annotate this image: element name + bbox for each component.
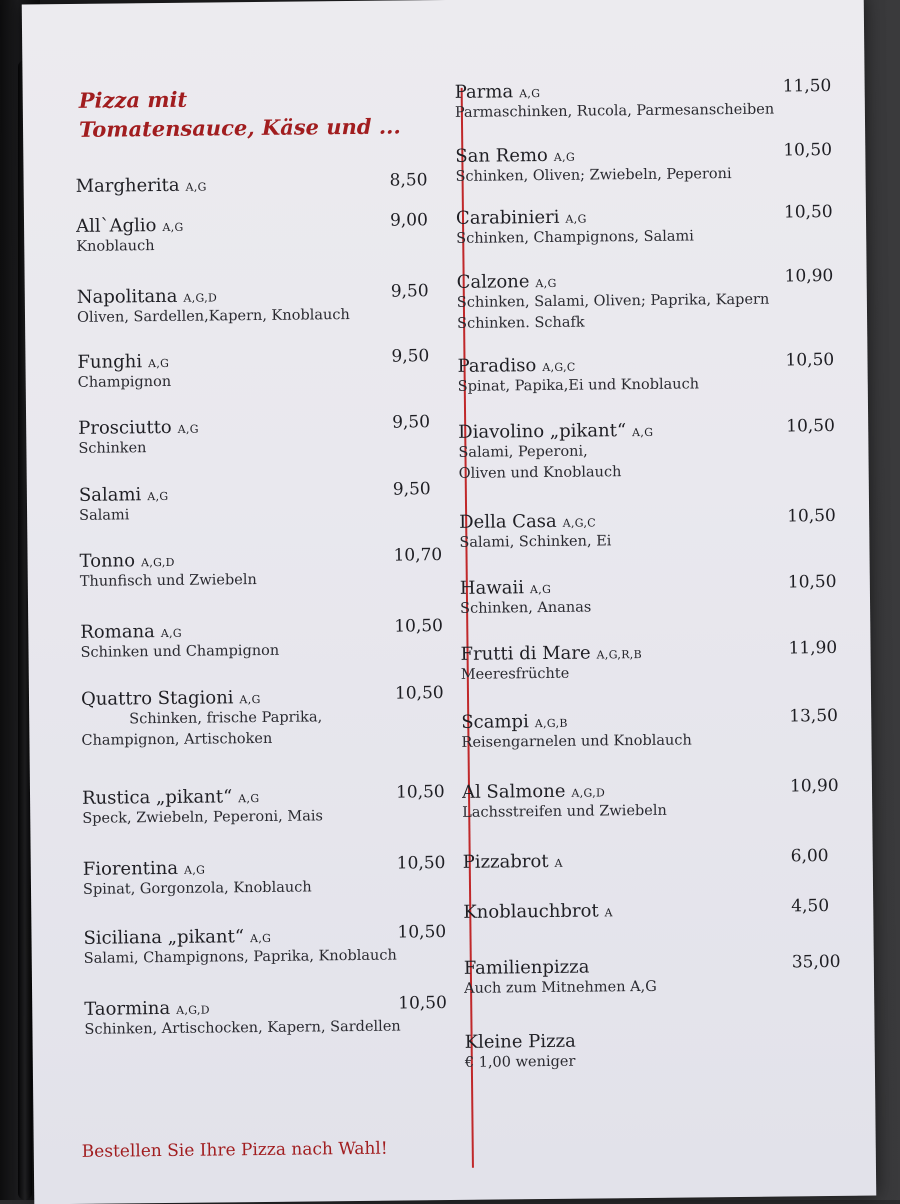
menu-item-title-row [460,642,642,665]
menu-item-name: Kleine Pizza [464,1030,576,1053]
menu-item-price: 10,50 [783,201,833,223]
menu-item-price: 9,50 [391,346,430,367]
menu-item-title-row [78,417,199,439]
menu-item-price: 9,50 [392,479,431,500]
menu-item-price: 4,50 [791,896,830,917]
menu-item-allergens: A,G [147,356,170,371]
menu-item [84,996,401,1041]
menu-item [81,686,323,752]
menu-item-allergens: A [554,856,563,870]
menu-item-description: € 1,00 weniger [464,1053,576,1071]
indent-spacer [81,723,129,724]
menu-item-description: Thunfisch und Zwiebeln [79,572,257,590]
menu-item-price: 10,50 [787,571,837,593]
menu-item-name: Napolitana [76,285,178,308]
menu-item-allergens: A,G [183,863,206,877]
menu-item-price: 10,90 [784,265,834,287]
menu-item-allergens: A,G [239,692,261,707]
menu-item-name: Al Salmone [461,780,566,803]
menu-item-price: 10,70 [393,545,443,566]
menu-item [77,351,171,394]
menu-item-description: Schinken und Champignon [80,642,280,661]
menu-item-description [81,707,322,731]
menu-item-name: Salami [78,484,142,506]
menu-item-allergens: A,G,R,B [596,647,643,662]
menu-item [457,269,770,335]
menu-item-allergens: A,G [177,422,199,436]
menu-item [83,856,312,900]
menu-item-title-row [79,484,169,506]
menu-item-price: 10,50 [787,505,836,527]
menu-item-description: Oliven und Knoblauch [458,464,622,482]
menu-item-title-row [455,143,731,167]
menu-item-allergens: A,G [553,150,576,164]
menu-item-name: Carabinieri [455,206,560,229]
menu-footer-note: Bestellen Sie Ihre Pizza nach Wahl! [81,1138,388,1162]
menu-item-name: Hawaii [459,577,525,599]
menu-item-price: 10,50 [785,349,835,371]
menu-heading [79,82,401,143]
menu-item-title-row [463,851,563,873]
menu-item-description: Schinken, Champignons, Salami [456,228,694,247]
menu-item [455,143,731,188]
menu-item-price: 10,50 [397,922,447,943]
menu-item [76,175,207,197]
menu-item [79,549,256,593]
menu-item [462,780,667,824]
menu-item-price: 10,50 [783,139,833,161]
menu-item [460,642,642,686]
menu-item-price: 8,50 [389,170,428,191]
menu-item-title-row [459,510,611,533]
menu-item-name: Familienpizza [463,956,590,979]
menu-item-allergens: A,G [529,582,552,597]
menu-item-description: Salami [79,507,130,524]
menu-item-description: Schinken, Oliven; Zwiebeln, Peperoni [455,166,732,185]
menu-item [463,900,613,923]
menu-item [465,1031,577,1074]
menu-item-allergens: A,G [519,87,541,101]
menu-item-allergens: A,G,D [176,1003,210,1017]
menu-item-price: 13,50 [789,705,839,727]
menu-item-allergens: A,G,B [534,716,568,731]
heading-line-1: Pizza mit [78,86,188,113]
menu-item-description: Reisengarnelen und Knoblauch [461,732,692,751]
menu-item-title-row [82,785,323,809]
menu-item-name: Calzone [456,271,530,293]
menu-item-title-row [81,686,322,710]
menu-item-price: 35,00 [791,951,841,973]
menu-item-allergens: A,G [162,220,184,234]
menu-item-price: 9,00 [389,210,428,231]
menu-item-name: Prosciutto [78,416,172,439]
menu-item-name: Siciliana „pikant“ [83,926,245,949]
menu-item-title-row [462,780,667,803]
menu-item [455,79,775,124]
menu-item-name: Scampi [461,711,529,733]
menu-item [457,353,699,398]
menu-item-description: Auch zum Mitnehmen A,G [463,978,657,997]
menu-item-price: 9,50 [390,281,429,302]
menu-item-price: 6,00 [790,846,829,867]
menu-item [83,925,397,970]
menu-item-title-row [456,205,694,228]
menu-item-price: 9,50 [392,412,431,433]
menu-item-title-row [76,215,184,237]
menu-item-price: 10,50 [786,415,835,437]
menu-item-name: Margherita [75,174,180,197]
menu-item-allergens: A,G [565,212,587,226]
menu-item [460,577,592,620]
menu-item [464,956,657,1000]
menu-item [77,284,350,329]
menu-item [459,510,611,554]
menu-item-name: Diavolino „pikant“ [458,420,627,443]
menu-item-description-text: Schinken, frische Paprika, [129,709,323,728]
menu-item-title-row [460,577,591,599]
menu-item-name: Funghi [77,351,143,373]
menu-item-description: Spinat, Papika,Ei und Knoblauch [457,376,700,395]
menu-item-title-row [77,351,171,373]
menu-item-allergens: A,G,D [183,291,218,305]
menu-item [463,851,563,873]
menu-item [80,620,279,664]
menu-item-title-row [465,1031,576,1053]
menu-item-price: 10,90 [789,775,839,797]
menu-item-description: Oliven, Sardellen,Kapern, Knoblauch [76,307,350,326]
menu-item-name: Fiorentina [82,857,179,880]
menu-item-description: Champignon [77,373,172,391]
menu-item-allergens: A,G,D [571,786,606,800]
menu-item-price: 10,50 [394,616,444,637]
menu-item-name: Parma [454,81,514,103]
menu-item-title-row [458,420,653,443]
menu-item-allergens: A,G [249,931,272,946]
menu-item-description: Knoblauch [76,238,155,255]
menu-item-name: Paradiso [457,355,537,377]
menu-item-name: San Remo [455,144,548,167]
menu-item-price: 10,50 [395,782,445,803]
menu-item-name: Taormina [84,997,171,1020]
menu-item-title-row [80,620,279,643]
menu-item [458,420,654,485]
menu-item-name: Knoblauchbrot [463,900,599,923]
menu-item-allergens: A,G,D [140,555,175,570]
menu-item [76,215,184,258]
menu-item-description: Schinken, Salami, Oliven; Paprika, Kapern [456,291,770,311]
menu-item-description: Salami, Peperoni, [458,443,588,461]
menu-item-description: Spinat, Gorgonzola, Knoblauch [82,879,312,898]
menu-item-description: Parmaschinken, Rucola, Parmesanscheiben [454,101,775,121]
menu-item [82,785,323,830]
menu-item-title-row [463,900,613,923]
menu-item-title-row [457,353,698,377]
menu-item-title-row [464,956,657,979]
menu-item [78,417,199,460]
menu-item-name: Pizzabrot [462,850,549,873]
menu-item [79,484,169,527]
menu-item-allergens: A,G [147,489,169,504]
menu-item-description: Salami, Schinken, Ei [459,533,612,551]
menu-item-allergens: A,G [535,276,557,291]
menu-item [461,709,692,753]
menu-item-description: Schinken [78,440,147,457]
menu-item-allergens: A,G [185,180,207,194]
menu-item [456,205,694,249]
menu-item-title-row [83,856,312,879]
menu-item-title-row [76,175,207,197]
menu-item-price: 10,50 [398,993,447,1014]
menu-item-price: 11,50 [782,75,832,97]
menu-item-allergens: A,G [160,626,183,641]
menu-item-name: Rustica „pikant“ [81,786,233,809]
menu-item-allergens: A,G [238,791,260,806]
menu-item-description: Schinken, Artischocken, Kapern, Sardellen [84,1018,401,1038]
menu-item-description: Meeresfrüchte [460,665,570,683]
menu-item-description: Schinken. Schafk [457,314,585,332]
menu-item-name: Tonno [79,550,136,572]
menu-item-price: 10,50 [396,853,446,874]
menu-item-price: 10,50 [394,683,444,704]
menu-item-allergens: A [604,906,613,920]
menu-item-description: Champignon, Artischoken [81,730,273,749]
menu-item-description: Salami, Champignons, Paprika, Knoblauch [83,947,397,967]
menu-item-name: Quattro Stagioni [80,687,234,710]
menu-page [22,0,877,1204]
menu-item-name: Romana [80,621,155,643]
menu-item-price: 11,90 [788,637,838,659]
menu-item-description: Speck, Zwiebeln, Peperoni, Mais [82,808,324,827]
menu-item-description: Schinken, Ananas [460,599,592,617]
menu-item-title-row [79,549,256,572]
menu-item-allergens: A,G [632,425,654,440]
menu-item-name: All`Aglio [75,215,157,237]
menu-item-description: Lachsstreifen und Zwiebeln [462,802,667,821]
menu-item-title-row [77,284,350,308]
menu-item-allergens: A,G,C [542,360,576,375]
menu-item-title-row [461,709,691,732]
menu-item-allergens: A,G,C [562,516,597,530]
menu-item-name: Della Casa [459,510,557,533]
heading-line-2: Tomatensauce, Käse und ... [78,113,401,142]
menu-item-name: Frutti di Mare [460,642,591,665]
